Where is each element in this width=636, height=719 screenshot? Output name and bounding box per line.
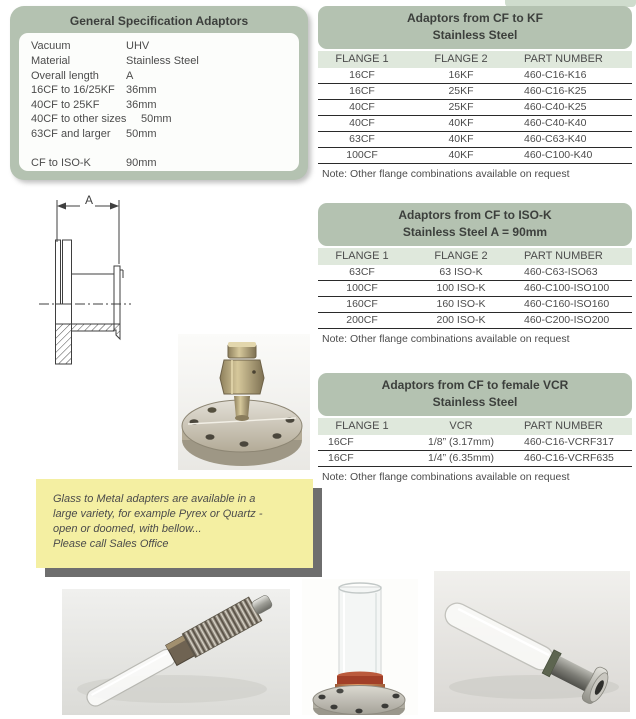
part-number-cell: 460-C63-ISO63	[524, 265, 598, 278]
table-row	[318, 435, 632, 451]
spec-value: 36mm	[126, 84, 157, 97]
flange2-cell: 63 ISO-K	[439, 265, 483, 278]
table-title-line1: Adaptors from CF to female VCR	[381, 378, 569, 392]
photo-glass-copper-cf-flange	[302, 579, 418, 715]
table-title	[318, 6, 632, 49]
spec-row	[31, 98, 299, 113]
spec-row	[31, 39, 299, 54]
vcr-size-cell: 1/8” (3.17mm)	[428, 435, 494, 448]
flange2-cell: 100 ISO-K	[436, 281, 486, 294]
flange2-cell: 25KF	[448, 100, 474, 113]
flange1-cell: 16CF	[349, 68, 375, 81]
spec-label: 16CF to 16/25KF	[31, 84, 115, 97]
spec-box-title: General Specification Adaptors	[69, 14, 249, 28]
spec-box-body	[19, 33, 299, 171]
note-line: Please call Sales Office	[53, 538, 169, 550]
table-row	[318, 100, 632, 116]
part-number-cell: 460-C200-ISO200	[524, 313, 610, 326]
spec-label: 40CF to 25KF	[31, 98, 100, 111]
column-header: PART NUMBER	[524, 249, 603, 262]
column-header: VCR	[449, 419, 473, 432]
part-number-cell: 460-C16-VCRF635	[524, 451, 614, 464]
table-cf-to-kf	[318, 6, 632, 180]
table-row	[318, 84, 632, 100]
spec-row-spacer	[31, 142, 299, 157]
spec-value: 36mm	[126, 98, 157, 111]
dimension-a-label: A	[85, 193, 94, 207]
table-row	[318, 451, 632, 467]
table-title-line2: Stainless Steel	[432, 395, 518, 410]
part-number-cell: 460-C16-VCRF317	[524, 435, 614, 448]
photo-glass-kf-flange-adaptor	[434, 571, 630, 712]
spec-row	[31, 54, 299, 69]
spec-label: 40CF to other sizes	[31, 113, 127, 126]
spec-row	[31, 112, 299, 127]
spec-label: 63CF and larger	[31, 127, 111, 140]
technical-drawing-cf-adaptor	[25, 192, 185, 380]
flange2-cell: 40KF	[448, 116, 474, 129]
table-row	[318, 148, 632, 164]
spec-row	[31, 156, 299, 171]
flange2-cell: 40KF	[448, 132, 474, 145]
note-line: open or doomed, with bellow...	[53, 523, 202, 535]
flange2-cell: 160 ISO-K	[436, 297, 486, 310]
note-line: large variety, for example Pyrex or Quartz -	[53, 508, 263, 520]
flange1-cell: 200CF	[346, 313, 378, 326]
flange1-cell: 100CF	[346, 281, 378, 294]
table-title-line2: Stainless Steel A = 90mm	[402, 225, 548, 240]
flange2-cell: 25KF	[448, 84, 474, 97]
part-number-cell: 460-C40-K40	[524, 116, 587, 129]
table-row	[318, 313, 632, 329]
part-number-cell: 460-C100-K40	[524, 148, 593, 161]
spec-label: Material	[31, 54, 71, 67]
table-note: Note: Other flange combinations available on request	[322, 332, 570, 345]
spec-row	[31, 83, 299, 98]
flange1-cell: 16CF	[328, 451, 354, 464]
column-header: PART NUMBER	[524, 419, 603, 432]
spec-row	[31, 127, 299, 142]
flange2-cell: 40KF	[448, 148, 474, 161]
spec-value: Stainless Steel	[126, 54, 199, 67]
general-specification-box	[10, 6, 308, 180]
part-number-cell: 460-C16-K16	[524, 68, 587, 81]
table-cf-to-iso-k	[318, 203, 632, 345]
column-header: PART NUMBER	[524, 52, 603, 65]
table-row	[318, 297, 632, 313]
table-title-line1: Adaptors from CF to ISO-K	[398, 208, 552, 222]
spec-value: 50mm	[126, 127, 157, 140]
table-note: Note: Other flange combinations available on request	[322, 470, 570, 483]
part-number-cell: 460-C160-ISO160	[524, 297, 610, 310]
part-number-cell: 460-C40-K25	[524, 100, 587, 113]
note-line: Glass to Metal adapters are available in a	[53, 493, 256, 505]
flange1-cell: 16CF	[349, 84, 375, 97]
spec-value: A	[126, 69, 134, 82]
flange1-cell: 63CF	[349, 132, 375, 145]
table-cf-to-female-vcr	[318, 373, 632, 483]
table-row	[318, 68, 632, 84]
column-header: FLANGE 1	[335, 52, 389, 65]
spec-row	[31, 69, 299, 84]
part-number-cell: 460-C100-ISO100	[524, 281, 610, 294]
flange1-cell: 63CF	[349, 265, 375, 278]
flange1-cell: 16CF	[328, 435, 354, 448]
table-row	[318, 265, 632, 281]
photo-cf-flange-vcr-fitting	[178, 334, 310, 470]
part-number-cell: 460-C16-K25	[524, 84, 587, 97]
spec-value: 90mm	[126, 157, 157, 170]
spec-label: CF to ISO-K	[31, 157, 91, 170]
table-header-row	[318, 418, 632, 435]
table-title	[318, 203, 632, 246]
glass-to-metal-note	[36, 479, 313, 568]
photo-bellows-glass-adaptor	[62, 589, 290, 715]
table-title-line1: Adaptors from CF to KF	[407, 11, 543, 25]
spec-label: Vacuum	[31, 40, 71, 53]
flange1-cell: 40CF	[349, 116, 375, 129]
column-header: FLANGE 1	[335, 249, 389, 262]
table-row	[318, 281, 632, 297]
vcr-size-cell: 1/4” (6.35mm)	[428, 451, 494, 464]
flange1-cell: 40CF	[349, 100, 375, 113]
flange1-cell: 100CF	[346, 148, 378, 161]
table-title	[318, 373, 632, 416]
spec-value: UHV	[126, 40, 150, 53]
column-header: FLANGE 1	[335, 419, 389, 432]
table-header-row	[318, 248, 632, 265]
spec-label: Overall length	[31, 69, 99, 82]
flange2-cell: 200 ISO-K	[436, 313, 486, 326]
table-note: Note: Other flange combinations available on request	[322, 167, 570, 180]
table-row	[318, 132, 632, 148]
spec-value: 50mm	[141, 113, 172, 126]
table-row	[318, 116, 632, 132]
part-number-cell: 460-C63-K40	[524, 132, 587, 145]
flange1-cell: 160CF	[346, 297, 378, 310]
table-title-line2: Stainless Steel	[432, 28, 518, 43]
flange2-cell: 16KF	[448, 68, 474, 81]
column-header: FLANGE 2	[434, 52, 488, 65]
column-header: FLANGE 2	[434, 249, 488, 262]
table-header-row	[318, 51, 632, 68]
